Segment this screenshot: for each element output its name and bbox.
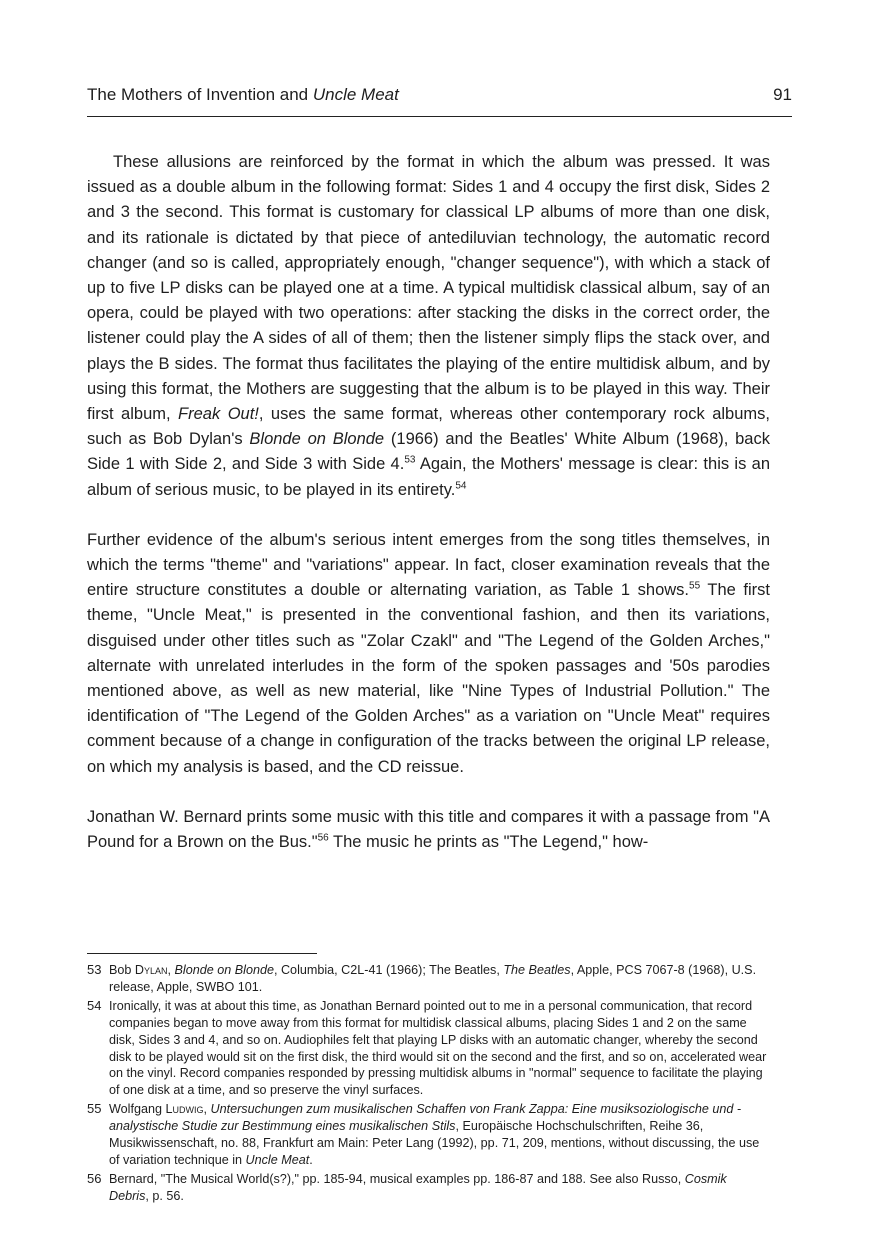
p2-text-1: Further evidence of the album's serious intent emerges from the song titles themselves, in which the terms "theme" and "variations" appear. In fact, closer examination reveals that the entire structure constitutes a double or alternating variation, as Table 1 shows.	[87, 530, 770, 600]
footnote-author: Dylan	[134, 963, 168, 977]
footnote-number: 53	[87, 962, 102, 977]
footnote-number: 55	[87, 1101, 102, 1117]
footnote-text: ,	[203, 1102, 211, 1117]
footnote-53	[87, 962, 770, 996]
footnote-text: Ironically, it was at about this time, as Jonathan Bernard pointed out to me in a personal communication, that record companies began to move away from this format for multidisk classical albums, placing Sides 1 and 2 on the same disk, Sides 3 and 4, and so on. Audiophiles felt that playing LP disks with an automatic changer, whereby the second disk to be played would sit on the first disk, the third would sit on the second and the first, and so on, accelerated wear on the vinyl. Record companies responded by pressing multidisk albums in "normal" sequence to facilitate the playing of one disk at a time, and so preserve the vinyl surfaces.	[109, 998, 767, 1098]
footnote-text: , p. 56.	[145, 1188, 184, 1203]
footnote-ref-55[interactable]: 55	[689, 580, 701, 592]
footnote-text: , Columbia, C2L-41 (1966); The Beatles,	[273, 963, 504, 977]
p2-text-2: The first theme, "Uncle Meat," is presented in the conventional fashion, and then its variations, disguised under other titles such as "Zolar Czakl" and "The Legend of the Golden Arches," alternate with unrelated interludes in the form of the spoken passages and '50s parodies mentioned above, as well as new material, like "Nine Types of Industrial Pollution." The identification of "The Legend of the Golden Arches" as a variation on "Uncle Meat" requires comment because of a change in configuration of the tracks between the original LP release, on which my analysis is based, and the CD reissue.	[87, 581, 770, 776]
footnote-title: Uncle Meat	[245, 1152, 310, 1167]
footnote-54	[87, 998, 770, 1099]
footnotes	[87, 962, 770, 1207]
footnote-text: Bob	[109, 963, 135, 977]
footnote-text: .	[309, 1152, 313, 1167]
p1-text-4: Again, the Mothers' message is clear: this is an album of serious music, to be played in its entirety.	[87, 455, 771, 499]
footnote-text: , Europäische Hochschulschriften, Reihe 36, Musikwissenschaft, no. 88, Frankfurt am Main: Peter Lang (1992), pp. 71, 209, mentions, without discussing, the use of variation technique in	[109, 1119, 760, 1167]
footnote-text: ,	[167, 963, 175, 977]
footnote-ref-56[interactable]: 56	[317, 832, 329, 844]
footnote-title: Untersuchungen zum musikalischen Schaffen von Frank Zappa: Eine musiksoziologische und -analystische Studie zur Bestimmung eines musikalischen Stils	[109, 1102, 742, 1134]
body-text	[87, 150, 770, 880]
footnote-title: The Beatles	[503, 963, 571, 977]
album-title-freak-out: Freak Out!	[178, 405, 259, 424]
footnote-ref-54[interactable]: 54	[455, 480, 467, 492]
p3-text-1: Jonathan W. Bernard prints some music with this title and compares it with a passage from "A Pound for a Brown on the Bus."	[87, 807, 770, 852]
paragraph-2	[87, 528, 770, 780]
footnote-title: Cosmik Debris	[109, 1171, 727, 1203]
footnote-rule	[87, 953, 317, 954]
footnote-text: Bernard, "The Musical World(s?)," pp. 185-94, musical examples pp. 186-87 and 188. See also Russo,	[109, 1171, 685, 1186]
footnote-ref-53[interactable]: 53	[404, 454, 416, 466]
paragraph-3	[87, 805, 770, 855]
p1-text-2: , uses the same format, whereas other contemporary rock albums, such as Bob Dylan's	[87, 405, 770, 449]
running-title-text: The Mothers of Invention and	[87, 85, 313, 104]
p1-text-3: (1966) and the Beatles' White Album (1968), back Side 1 with Side 2, and Side 3 with Side 4.	[87, 430, 770, 474]
footnote-55	[87, 1101, 770, 1169]
footnote-number: 54	[87, 997, 102, 1013]
footnote-text: Wolfgang	[109, 1102, 166, 1117]
paragraph-1	[87, 150, 770, 503]
page-number: 91	[773, 85, 792, 104]
p3-text-2: The music he prints as "The Legend," how-	[328, 833, 649, 852]
running-title-italic: Uncle Meat	[312, 85, 399, 104]
footnote-text: , Apple, PCS 7067-8 (1968), U.S. release, Apple, SWBO 101.	[109, 963, 757, 994]
running-title	[87, 82, 399, 108]
album-title-blonde-on-blonde: Blonde on Blonde	[249, 430, 385, 449]
p1-text-1: These allusions are reinforced by the format in which the album was pressed. It was issued as a double album in the following format: Sides 1 and 4 occupy the first disk, Sides 2 and 3 the second. This format is customary for classical LP albums of more than one disk, and its rationale is dictated by that piece of antediluvian technology, the automatic record changer (and so is called, appropriately enough, "changer sequence"), with which a stack of up to five LP disks can be played one at a time. A typical multidisk classical album, say of an opera, could be played with two operations: after stacking the disks in the correct order, the listener could play the A sides of all of them; then the listener simply flips the stack over, and plays the B sides. The format thus facilitates the playing of the entire multidisk album, and by using this format, the Mothers are suggesting that the album is to be played in this way. Their first album,	[87, 153, 770, 424]
footnote-title: Blonde on Blonde	[174, 963, 274, 977]
footnote-number: 56	[87, 1170, 102, 1186]
running-header	[87, 82, 792, 117]
footnote-author: Ludwig	[165, 1102, 204, 1117]
footnote-56	[87, 1171, 770, 1205]
